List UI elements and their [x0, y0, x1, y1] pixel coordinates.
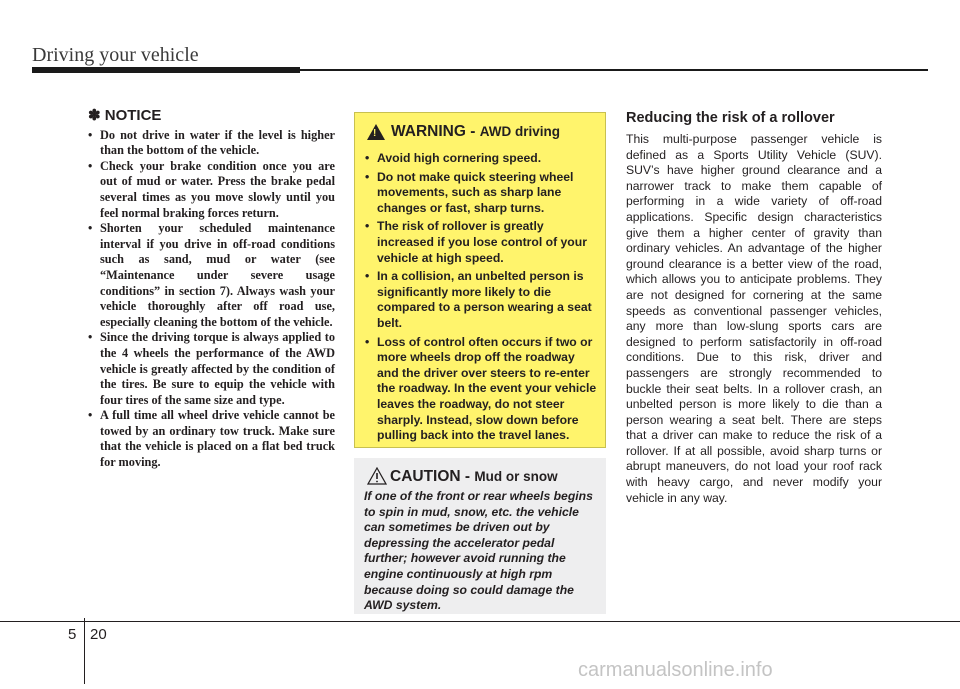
- notice-item: • A full time all wheel drive vehicle cannot be towed by an ordinary tow truck. Make sure that the vehicle is placed on a flat bed truck for moving.: [88, 408, 335, 470]
- notice-title: ✽ NOTICE: [88, 107, 162, 124]
- caution-title-label: CAUTION -: [390, 468, 471, 485]
- warning-title: [391, 123, 560, 141]
- warning-item: • In a collision, an unbelted person is significantly more likely to die compared to a person wearing a seat belt.: [363, 269, 599, 331]
- page-number: 20: [90, 626, 107, 643]
- caution-body: If one of the front or rear wheels begins to spin in mud, snow, etc. the vehicle can sometimes be driven out by depressing the accelerator pedal further; however avoid running the engine continuously at high rpm because doing so could damage the AWD system.: [364, 489, 593, 613]
- caution-triangle-icon: [367, 467, 387, 485]
- header-rule-thin: [300, 69, 928, 71]
- notice-item: • Check your brake condition once you are out of mud or water. Press the brake pedal several times as you move slowly until you feel normal braking forces return.: [88, 159, 335, 221]
- warning-item: • The risk of rollover is greatly increased if you lose control of your vehicle at high speed.: [363, 219, 599, 266]
- watermark: carmanualsonline.info: [578, 659, 773, 681]
- caution-title: [390, 468, 558, 486]
- header-rule-thick: [32, 67, 300, 73]
- rollover-heading: Reducing the risk of a rollover: [626, 110, 835, 126]
- warning-title-label: WARNING -: [391, 123, 476, 140]
- notice-item: • Do not drive in water if the level is higher than the bottom of the vehicle.: [88, 128, 335, 159]
- notice-item: • Since the driving torque is always applied to the 4 wheels the performance of the AWD vehicle is greatly affected by the condition of the tires. Be sure to equip the vehicle with four tires of the same size and type.: [88, 330, 335, 408]
- warning-box: ! WARNING - AWD driving • Avoid high cornering speed. • Do not make quick steering wheel movements, such as sharp lane changes or fast, sharp turns. • The risk of rollover is greatly increased if you lose control of your vehicle at high speed. • In a collision, an unbelted person is significantly more likely to die compared to a person wearing a seat belt. • Loss of control often occurs if two or more wheels drop off the roadway and the driver over steers to re-enter the roadway. In the event your vehicle leaves the roadway, do not steer sharply. Instead, slow down before pulling back into the travel lanes.: [354, 112, 606, 448]
- footer-divider: [84, 618, 85, 684]
- rollover-body: This multi-purpose passenger vehicle is defined as a Sports Utility Vehicle (SUV). SUV’s have higher ground clearance and a narrower track to make them capable of performing in a wide variety of off-road applications. Specific design characteristics give them a higher center of gravity than ordinary vehicles. An advantage of the higher ground clearance is a better view of the road, which allows you to anticipate problems. They are not designed for cornering at the same speeds as conventional passenger vehicles, any more than low-slung sports cars are designed to perform satisfactorily in off-road conditions. Due to this risk, driver and passengers are strongly recommended to buckle their seat belts. In a rollover crash, an unbelted person is more likely to die than a person wearing a seat belt. There are steps that a driver can make to reduce the risk of a rollover. If at all possible, avoid sharp turns or abrupt maneuvers, do not load your roof rack with heavy cargo, and never modify your vehicle in any way.: [626, 132, 882, 505]
- notice-item: • Shorten your scheduled maintenance interval if you drive in off-road conditions such as sand, mud or water (see “Maintenance under severe usage conditions” in section 7). Always wash your vehicle thoroughly after off road use, especially cleaning the bottom of the vehicle.: [88, 221, 335, 330]
- rollover-section: [626, 110, 882, 506]
- page-header-title: Driving your vehicle: [32, 44, 199, 66]
- caution-box: [354, 458, 606, 614]
- warning-item: • Loss of control often occurs if two or more wheels drop off the roadway and the driver over steers to re-enter the roadway. In the event your vehicle leaves the roadway, do not steer sharply. Instead, slow down before pulling back into the travel lanes.: [363, 335, 599, 444]
- warning-item: • Avoid high cornering speed.: [363, 151, 599, 167]
- notice-list: [88, 128, 335, 471]
- warning-list: [363, 151, 599, 447]
- section-number: 5: [68, 626, 77, 643]
- notice-section: [88, 108, 335, 471]
- warning-subtitle: AWD driving: [479, 124, 560, 139]
- warning-item: • Do not make quick steering wheel movements, such as sharp lane changes or fast, sharp turns.: [363, 170, 599, 217]
- caution-subtitle: Mud or snow: [474, 469, 558, 484]
- footer-rule: [0, 621, 960, 622]
